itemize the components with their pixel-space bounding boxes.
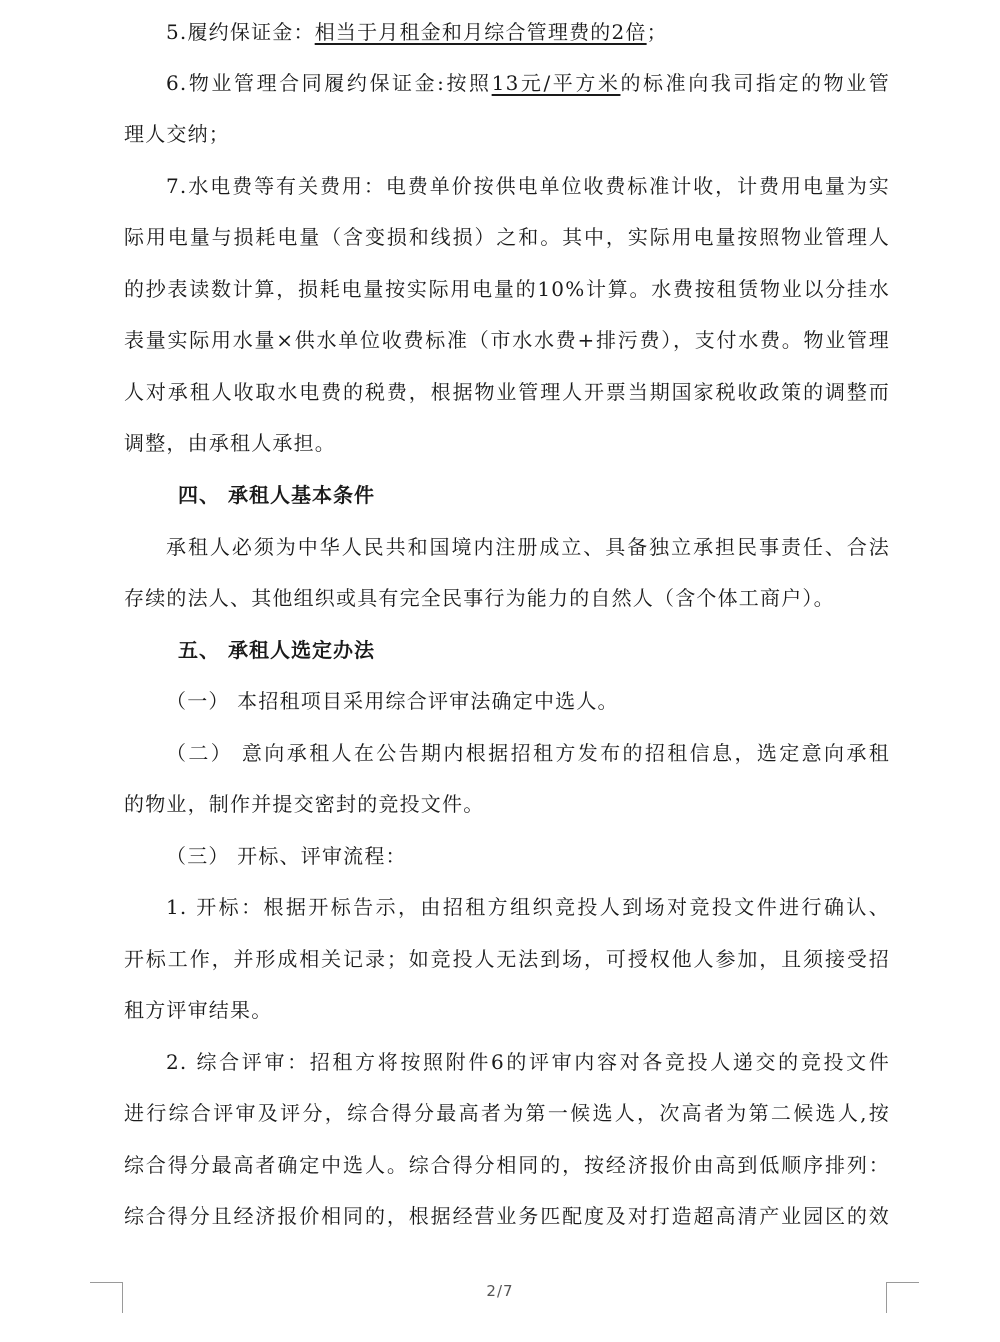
clause-6-underlined-value: 13元/平方米 [491, 71, 621, 95]
review-step-line-1: 2. 综合评审：招租方将按照附件6的评审内容对各竞投人递交的竞投文件 [166, 1050, 890, 1074]
section-4-heading: 四、 承租人基本条件 [178, 483, 375, 507]
section-4-para-line-1: 承租人必须为中华人民共和国境内注册成立、具备独立承担民事责任、合法 [166, 535, 890, 559]
clause-7-line-5: 人对承租人收取水电费的税费，根据物业管理人开票当期国家税收政策的调整而 [124, 380, 890, 404]
section-5-item-2-line-1: （二） 意向承租人在公告期内根据招租方发布的招租信息，选定意向承租 [166, 741, 890, 765]
clause-5-end: ； [646, 20, 668, 44]
clause-7-line-3: 的抄表读数计算，损耗电量按实际用电量的10%计算。水费按租赁物业以分挂水 [124, 277, 890, 301]
clause-7-line-4: 表量实际用水量×供水单位收费标准（市水水费+排污费），支付水费。物业管理 [124, 328, 890, 352]
clause-5-underlined-value: 相当于月租金和月综合管理费的2倍 [314, 20, 647, 44]
review-step-line-3: 综合得分最高者确定中选人。综合得分相同的，按经济报价由高到低顺序排列： [124, 1153, 890, 1177]
clause-6-line-1 [166, 69, 890, 97]
clause-7-line-6: 调整，由承租人承担。 [124, 431, 336, 455]
review-step-line-4: 综合得分且经济报价相同的，根据经营业务匹配度及对打造超高清产业园区的效 [124, 1204, 890, 1228]
opening-step-line-3: 租方评审结果。 [124, 998, 273, 1022]
opening-step-line-2: 开标工作，并形成相关记录；如竞投人无法到场，可授权他人参加，且须接受招 [124, 947, 890, 971]
clause-6-label: 6.物业管理合同履约保证金:按照 [166, 71, 492, 95]
section-5-item-2-line-2: 的物业，制作并提交密封的竞投文件。 [124, 792, 485, 816]
clause-7-line-1: 7.水电费等有关费用：电费单价按供电单位收费标准计收，计费用电量为实 [166, 174, 890, 198]
section-5-item-1: （一） 本招租项目采用综合评审法确定中选人。 [166, 689, 619, 713]
clause-5-deposit [166, 18, 890, 46]
review-step-line-2: 进行综合评审及评分，综合得分最高者为第一候选人，次高者为第二候选人,按 [124, 1101, 890, 1125]
opening-step-line-1: 1. 开标：根据开标告示，由招租方组织竞投人到场对竞投文件进行确认、 [166, 895, 890, 919]
section-5-heading: 五、 承租人选定办法 [178, 638, 375, 662]
clause-7-line-2: 际用电量与损耗电量（含变损和线损）之和。其中，实际用电量按照物业管理人 [124, 225, 890, 249]
clause-5-label: 5.履约保证金： [166, 20, 315, 44]
section-5-item-3: （三） 开标、评审流程： [166, 844, 407, 868]
clause-6-text: 的标准向我司指定的物业管 [620, 71, 890, 95]
page-indicator: 2/7 [486, 1282, 514, 1300]
clause-6-line-2: 理人交纳； [124, 122, 230, 146]
section-4-para-line-2: 存续的法人、其他组织或具有完全民事行为能力的自然人（含个体工商户）。 [124, 586, 835, 610]
